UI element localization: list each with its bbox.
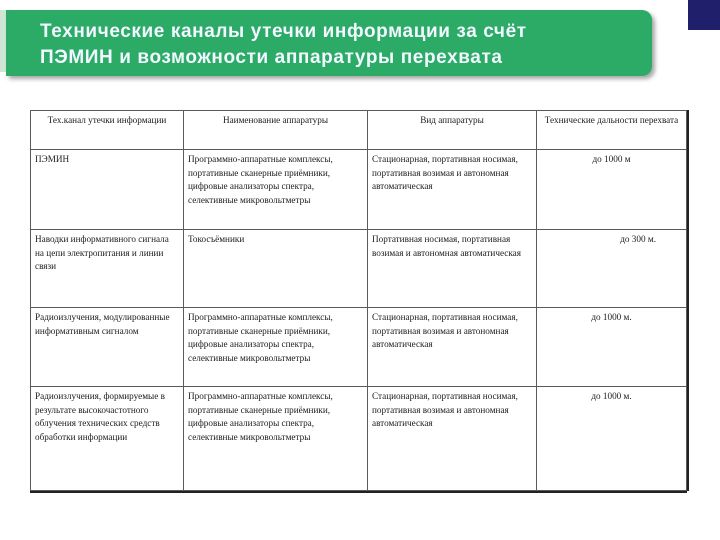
cell-equipment: Программно-аппаратные комплексы, портативные сканерные приёмники, цифровые анализаторы спектра, селективные микровольтметры xyxy=(184,150,368,230)
header-intercept-range: Технические дальности перехвата xyxy=(537,111,687,150)
cell-channel: Радиоизлучения, модулированные информативным сигналом xyxy=(31,308,184,387)
cell-range: до 1000 м. xyxy=(537,387,687,491)
cell-equipment-type: Стационарная, портативная носимая, портативная возимая и автономная автоматическая xyxy=(368,308,537,387)
header-equipment-type: Вид аппаратуры xyxy=(368,111,537,150)
cell-range: до 300 м. xyxy=(537,230,687,308)
cell-equipment-type: Стационарная, портативная носимая, портативная возимая и автономная автоматическая xyxy=(368,387,537,491)
cell-range: до 1000 м. xyxy=(537,308,687,387)
cell-equipment: Программно-аппаратные комплексы, портативные сканерные приёмники, цифровые анализаторы спектра, селективные микровольтметры xyxy=(184,308,368,387)
cell-equipment: Токосъёмники xyxy=(184,230,368,308)
cell-equipment-type: Стационарная, портативная носимая, портативная возимая и автономная автоматическая xyxy=(368,150,537,230)
slide-title-line-2: ПЭМИН и возможности аппаратуры перехвата xyxy=(40,47,503,68)
header-equipment: Наименование аппаратуры xyxy=(184,111,368,150)
corner-decoration xyxy=(688,0,720,30)
cell-equipment-type: Портативная носимая, портативная возимая и автономная автоматическая xyxy=(368,230,537,308)
table-row xyxy=(31,150,687,230)
cell-channel: ПЭМИН xyxy=(31,150,184,230)
cell-channel: Радиоизлучения, формируемые в результате высокочастотного облучения технических средств обработки информации xyxy=(31,387,184,491)
title-banner xyxy=(6,10,652,76)
slide-title-line-1: Технические каналы утечки информации за счёт xyxy=(40,21,527,42)
table-row xyxy=(31,230,687,308)
header-channel: Тех.канал утечки информации xyxy=(31,111,184,150)
cell-channel: Наводки информативного сигнала на цепи электропитания и линии связи xyxy=(31,230,184,308)
cell-equipment: Программно-аппаратные комплексы, портативные сканерные приёмники, цифровые анализаторы спектра, селективные микровольтметры xyxy=(184,387,368,491)
table-row xyxy=(31,387,687,491)
leakage-channels-table xyxy=(30,110,687,491)
cell-range: до 1000 м xyxy=(537,150,687,230)
table-header-row xyxy=(31,111,687,150)
table-row xyxy=(31,308,687,387)
